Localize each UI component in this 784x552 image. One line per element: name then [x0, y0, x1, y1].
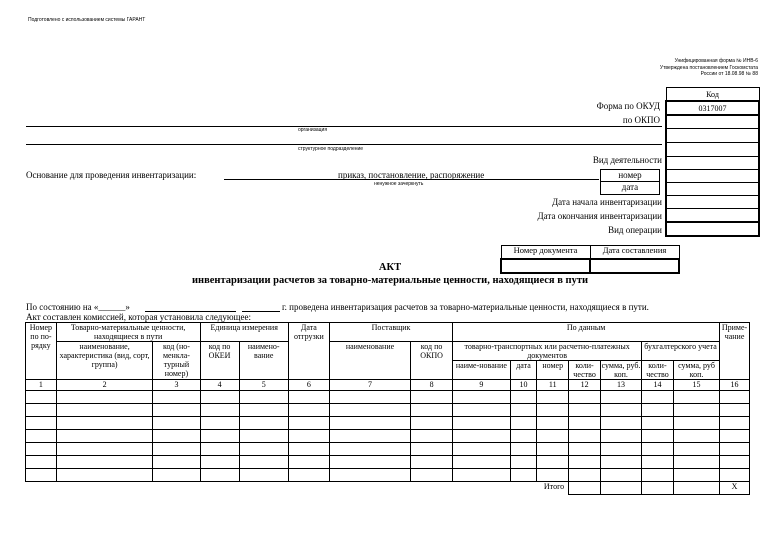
- basis-caption: ненужное зачеркнуть: [374, 181, 424, 187]
- table-cell[interactable]: [720, 417, 750, 430]
- org-caption: организация: [298, 127, 328, 133]
- doc-number-header: Номер документа: [501, 246, 590, 260]
- table-row: [26, 443, 750, 456]
- col-number-5: 5: [239, 380, 288, 391]
- table-cell[interactable]: [288, 443, 329, 456]
- basis-label: Основание для проведения инвентаризации:: [26, 170, 197, 180]
- table-cell[interactable]: [510, 391, 537, 404]
- table-cell[interactable]: [642, 469, 674, 482]
- table-cell[interactable]: [537, 469, 569, 482]
- table-cell[interactable]: [673, 469, 719, 482]
- table-cell[interactable]: [26, 456, 57, 469]
- table-row: [26, 404, 750, 417]
- table-cell[interactable]: [642, 456, 674, 469]
- table-cell[interactable]: [239, 469, 288, 482]
- table-cell[interactable]: [200, 443, 239, 456]
- table-cell[interactable]: [329, 469, 410, 482]
- org-code-cell[interactable]: [666, 129, 759, 143]
- okud-value: 0317007: [666, 101, 759, 115]
- h-goods-name: наименование, характеристика (вид, сорт, группа): [56, 342, 153, 380]
- table-cell[interactable]: [56, 469, 153, 482]
- total-a-sum[interactable]: [673, 482, 719, 495]
- table-cell[interactable]: [56, 391, 153, 404]
- h-t-date: дата: [510, 361, 537, 380]
- table-cell[interactable]: [288, 391, 329, 404]
- kod-header: Код: [666, 88, 759, 102]
- table-cell[interactable]: [329, 417, 410, 430]
- col-number-13: 13: [600, 380, 641, 391]
- table-cell[interactable]: [673, 430, 719, 443]
- data-rows: [26, 391, 750, 482]
- h-supplier-name: наименование: [329, 342, 410, 380]
- table-cell[interactable]: [239, 443, 288, 456]
- h-goods: Товарно-материальные ценности, находящиеся в пути: [56, 323, 200, 342]
- doc-date-header: Дата составления: [590, 246, 679, 260]
- h-a-qty: коли-чество: [642, 361, 674, 380]
- table-cell[interactable]: [411, 404, 453, 417]
- table-cell[interactable]: [569, 391, 601, 404]
- table-cell[interactable]: [153, 404, 200, 417]
- h-goods-code: код (но-менкла-турный номер): [153, 342, 200, 380]
- statement-text: г. проведена инвентаризация расчетов за товарно-материальные ценности, находящиеся в пути.: [282, 302, 649, 312]
- table-cell[interactable]: [642, 430, 674, 443]
- h-a-sum: сумма, руб коп.: [673, 361, 719, 380]
- h-note: Приме-чание: [720, 323, 750, 380]
- doc-number-value[interactable]: [501, 259, 590, 273]
- table-cell[interactable]: [600, 443, 641, 456]
- table-cell[interactable]: [288, 430, 329, 443]
- table-cell[interactable]: [26, 417, 57, 430]
- h-num: Номер по по-рядку: [26, 323, 57, 380]
- total-x: X: [720, 482, 750, 495]
- table-cell[interactable]: [26, 443, 57, 456]
- table-cell[interactable]: [288, 456, 329, 469]
- table-cell[interactable]: [569, 469, 601, 482]
- table-row: [26, 391, 750, 404]
- table-cell[interactable]: [453, 417, 511, 430]
- table-cell[interactable]: [569, 443, 601, 456]
- table-cell[interactable]: [153, 443, 200, 456]
- as-of-label: По состоянию на «______»: [26, 302, 130, 312]
- table-cell[interactable]: [569, 456, 601, 469]
- h-t-qty: коли-чество: [569, 361, 601, 380]
- table-cell[interactable]: [673, 391, 719, 404]
- table-cell[interactable]: [569, 417, 601, 430]
- h-t-num: номер: [537, 361, 569, 380]
- total-t-qty[interactable]: [569, 482, 601, 495]
- table-cell[interactable]: [453, 404, 511, 417]
- act-subtitle: инвентаризации расчетов за товарно-материальные ценности, находящиеся в пути: [191, 275, 589, 286]
- table-cell[interactable]: [411, 391, 453, 404]
- table-cell[interactable]: [537, 417, 569, 430]
- table-cell[interactable]: [329, 391, 410, 404]
- col-number-2: 2: [56, 380, 153, 391]
- table-cell[interactable]: [329, 443, 410, 456]
- table-cell[interactable]: [537, 391, 569, 404]
- doc-number-date-table: [500, 245, 680, 274]
- h-data: По данным: [453, 323, 720, 342]
- table-cell[interactable]: [153, 391, 200, 404]
- total-a-qty[interactable]: [642, 482, 674, 495]
- table-cell[interactable]: [56, 404, 153, 417]
- col-number-15: 15: [673, 380, 719, 391]
- okpo-value[interactable]: [666, 115, 759, 129]
- table-row: [26, 430, 750, 443]
- inv-start-value[interactable]: [666, 196, 759, 209]
- table-cell[interactable]: [673, 456, 719, 469]
- inv-end-label: Дата окончания инвентаризации: [537, 211, 662, 221]
- operation-label: Вид операции: [608, 225, 662, 235]
- col-number-12: 12: [569, 380, 601, 391]
- h-unit-code: код по ОКЕИ: [200, 342, 239, 380]
- form-line-2: Утверждена постановлением Госкомстата: [659, 64, 758, 71]
- table-cell[interactable]: [673, 443, 719, 456]
- h-ship-date: Дата отгрузки: [288, 323, 329, 380]
- inv-end-value[interactable]: [666, 209, 759, 223]
- h-account: бухгалтерского учета: [642, 342, 720, 361]
- table-cell[interactable]: [200, 417, 239, 430]
- table-cell[interactable]: [720, 443, 750, 456]
- form-line-1: Унифицированная форма № ИНВ-6: [674, 58, 758, 64]
- table-cell[interactable]: [510, 443, 537, 456]
- total-t-sum[interactable]: [600, 482, 641, 495]
- col-number-9: 9: [453, 380, 511, 391]
- col-number-8: 8: [411, 380, 453, 391]
- table-cell[interactable]: [453, 430, 511, 443]
- h-supplier-okpo: код по ОКПО: [411, 342, 453, 380]
- unit-caption: структурное подразделение: [298, 146, 364, 152]
- table-cell[interactable]: [510, 430, 537, 443]
- table-cell[interactable]: [26, 430, 57, 443]
- table-cell[interactable]: [510, 469, 537, 482]
- table-cell[interactable]: [673, 417, 719, 430]
- activity-label: Вид деятельности: [592, 155, 662, 165]
- table-cell[interactable]: [600, 469, 641, 482]
- table-cell[interactable]: [239, 391, 288, 404]
- basis-number-value[interactable]: [666, 170, 759, 183]
- table-cell[interactable]: [720, 469, 750, 482]
- table-cell[interactable]: [239, 456, 288, 469]
- table-cell[interactable]: [720, 391, 750, 404]
- table-cell[interactable]: [153, 430, 200, 443]
- table-cell[interactable]: [673, 404, 719, 417]
- column-number-row: [26, 380, 750, 391]
- table-cell[interactable]: [642, 404, 674, 417]
- doc-date-value[interactable]: [590, 259, 679, 273]
- basis-date-value[interactable]: [666, 183, 759, 196]
- table-cell[interactable]: [720, 456, 750, 469]
- col-number-16: 16: [720, 380, 750, 391]
- table-cell[interactable]: [26, 391, 57, 404]
- table-cell[interactable]: [200, 469, 239, 482]
- org-line[interactable]: [26, 126, 662, 127]
- h-unit-name: наимено-вание: [239, 342, 288, 380]
- table-cell[interactable]: [239, 404, 288, 417]
- table-cell[interactable]: [288, 417, 329, 430]
- col-number-1: 1: [26, 380, 57, 391]
- table-cell[interactable]: [56, 443, 153, 456]
- table-cell[interactable]: [26, 469, 57, 482]
- table-cell[interactable]: [411, 456, 453, 469]
- table-cell[interactable]: [642, 443, 674, 456]
- h-unit: Единица измерения: [200, 323, 288, 342]
- basis-types: приказ, постановление, распоряжение: [338, 170, 485, 180]
- act-title: АКТ: [378, 262, 402, 273]
- table-cell[interactable]: [510, 417, 537, 430]
- table-cell[interactable]: [510, 456, 537, 469]
- table-cell[interactable]: [537, 430, 569, 443]
- form-approval: [660, 58, 758, 78]
- table-cell[interactable]: [720, 430, 750, 443]
- table-cell[interactable]: [642, 391, 674, 404]
- table-cell[interactable]: [153, 417, 200, 430]
- col-number-10: 10: [510, 380, 537, 391]
- table-cell[interactable]: [200, 391, 239, 404]
- operation-value[interactable]: [666, 222, 759, 236]
- table-cell[interactable]: [510, 404, 537, 417]
- table-cell[interactable]: [642, 417, 674, 430]
- unit-line[interactable]: [26, 144, 662, 145]
- table-cell[interactable]: [411, 430, 453, 443]
- table-cell[interactable]: [329, 430, 410, 443]
- table-cell[interactable]: [329, 404, 410, 417]
- codes-table: [665, 87, 760, 237]
- table-cell[interactable]: [56, 430, 153, 443]
- garant-note: Подготовлено с использованием системы ГАРАНТ: [28, 17, 146, 23]
- unit-code-cell[interactable]: [666, 143, 759, 157]
- table-cell[interactable]: [453, 456, 511, 469]
- table-cell[interactable]: [411, 443, 453, 456]
- col-number-3: 3: [153, 380, 200, 391]
- commission-text: Акт составлен комиссией, которая установила следующее:: [26, 312, 251, 322]
- table-cell[interactable]: [453, 391, 511, 404]
- table-cell[interactable]: [569, 404, 601, 417]
- table-row: [26, 417, 750, 430]
- table-cell[interactable]: [239, 417, 288, 430]
- table-row: [26, 469, 750, 482]
- h-supplier: Поставщик: [329, 323, 452, 342]
- col-number-11: 11: [537, 380, 569, 391]
- table-cell[interactable]: [537, 456, 569, 469]
- table-cell[interactable]: [600, 417, 641, 430]
- table-cell[interactable]: [153, 456, 200, 469]
- table-cell[interactable]: [26, 404, 57, 417]
- table-cell[interactable]: [537, 443, 569, 456]
- table-cell[interactable]: [720, 404, 750, 417]
- col-number-6: 6: [288, 380, 329, 391]
- table-row: [26, 456, 750, 469]
- table-cell[interactable]: [600, 430, 641, 443]
- okpo-label: по ОКПО: [622, 115, 660, 125]
- table-cell[interactable]: [200, 430, 239, 443]
- table-cell[interactable]: [453, 443, 511, 456]
- table-cell[interactable]: [537, 404, 569, 417]
- date-label: дата: [600, 182, 660, 195]
- table-cell[interactable]: [600, 456, 641, 469]
- table-cell[interactable]: [453, 469, 511, 482]
- table-cell[interactable]: [329, 456, 410, 469]
- inv-start-label: Дата начала инвентаризации: [552, 197, 662, 207]
- col-number-4: 4: [200, 380, 239, 391]
- table-cell[interactable]: [239, 430, 288, 443]
- table-cell[interactable]: [600, 404, 641, 417]
- total-label: Итого: [543, 482, 565, 491]
- activity-value[interactable]: [666, 157, 759, 170]
- main-table: [25, 322, 750, 495]
- form-line-3: России от 18.08.98 № 88: [700, 71, 758, 77]
- number-label: номер: [600, 169, 660, 182]
- table-cell[interactable]: [56, 417, 153, 430]
- okud-label: Форма по ОКУД: [596, 101, 660, 111]
- table-cell[interactable]: [56, 456, 153, 469]
- table-cell[interactable]: [411, 469, 453, 482]
- col-number-7: 7: [329, 380, 410, 391]
- h-transport: товарно-транспортных или расчетно-платежных документов: [453, 342, 642, 361]
- table-cell[interactable]: [288, 404, 329, 417]
- table-cell[interactable]: [200, 404, 239, 417]
- col-number-14: 14: [642, 380, 674, 391]
- table-cell[interactable]: [411, 417, 453, 430]
- h-t-name: наиме-нование: [453, 361, 511, 380]
- table-cell[interactable]: [569, 430, 601, 443]
- table-cell[interactable]: [600, 391, 641, 404]
- table-cell[interactable]: [153, 469, 200, 482]
- table-cell[interactable]: [200, 456, 239, 469]
- table-cell[interactable]: [288, 469, 329, 482]
- h-t-sum: сумма, руб. коп.: [601, 361, 641, 379]
